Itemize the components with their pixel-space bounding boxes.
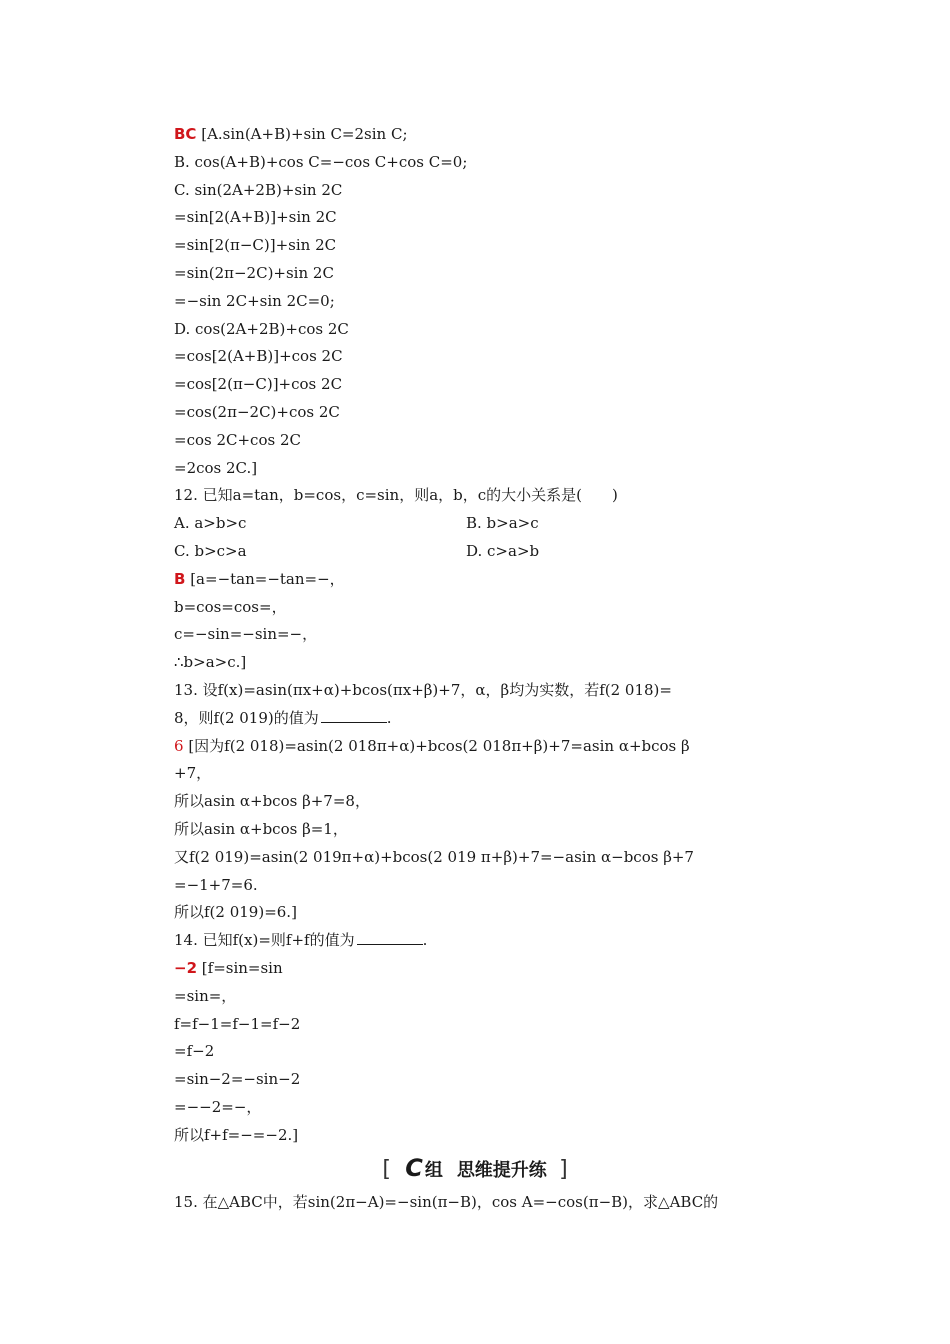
option-right: D. c>a>b	[466, 542, 540, 560]
line-text: b=cos=cos=，	[174, 597, 287, 616]
text-line	[174, 541, 540, 561]
line-text: =sin(2π−2C)+sin 2C	[174, 264, 334, 282]
text-line	[174, 986, 236, 1006]
line-text: [f=sin=sin	[197, 959, 283, 977]
text-line	[174, 736, 690, 756]
section-header	[0, 1154, 950, 1182]
line-text: [A.sin(A+B)+sin C=2sin C;	[196, 125, 408, 143]
line-text: =cos(2π−2C)+cos 2C	[174, 403, 340, 421]
answer-key: −2	[174, 959, 198, 977]
line-text: [a=−tan=−tan=−，	[185, 569, 345, 588]
answer-blank	[357, 930, 423, 945]
line-text: =−1+7=6.	[174, 875, 258, 894]
text-line	[174, 346, 343, 366]
line-text: =cos[2(A+B)]+cos 2C	[174, 347, 343, 366]
text-line	[174, 458, 257, 478]
line-text: =cos 2C+cos 2C	[174, 430, 301, 449]
line-text: [因为f(2 018)=asin(2 018π+α)+bcos(2 018π+β)+7=asin α+bcos β	[183, 736, 690, 755]
answer-key: 6	[174, 736, 184, 755]
text-line	[174, 319, 349, 339]
text-line	[174, 597, 287, 617]
text-line	[174, 819, 348, 839]
answer-key: B	[174, 569, 186, 588]
text-line	[174, 1097, 261, 1117]
line-text: =sin=，	[174, 986, 237, 1005]
line-text: 所以f+f=−=−2.]	[174, 1125, 299, 1144]
line-text: A. a>b>c	[174, 514, 247, 533]
option-right: B. b>a>c	[466, 514, 539, 533]
line-text: =sin[2(A+B)]+sin 2C	[174, 208, 337, 227]
text-line	[174, 485, 618, 505]
text-line	[174, 875, 258, 895]
section-label: 组	[424, 1160, 443, 1181]
line-text: =−sin 2C+sin 2C=0;	[174, 291, 335, 310]
text-line	[174, 1041, 214, 1061]
text-line	[174, 235, 336, 255]
text-line	[174, 402, 340, 422]
line-text: 又f(2 019)=asin(2 019π+α)+bcos(2 019 π+β)+7=−asin α−bcos β+7	[174, 847, 694, 866]
text-line	[174, 1125, 298, 1145]
text-line	[174, 652, 246, 672]
line-text: 12. 已知a=tan，b=cos，c=sin，则a，b，c的大小关系是( )	[174, 486, 618, 505]
line-text: D. cos(2A+2B)+cos 2C	[174, 319, 349, 338]
text-line	[174, 680, 672, 700]
line-text: 所以f(2 019)=6.]	[174, 903, 297, 922]
text-line	[174, 207, 337, 227]
line-text: 所以asin α+bcos β=1，	[174, 820, 348, 838]
section-title: 思维提升练	[456, 1160, 547, 1181]
line-text: C. sin(2A+2B)+sin 2C	[174, 180, 343, 199]
text-line	[174, 763, 211, 783]
text-line	[174, 430, 301, 450]
line-text: =cos[2(π−C)]+cos 2C	[174, 375, 343, 394]
text-line	[174, 930, 427, 950]
line-text: =−−2=−，	[174, 1098, 262, 1116]
line-text: 14. 已知f(x)=则f+f的值为	[174, 931, 355, 950]
line-text: ∴b>a>c.]	[174, 653, 247, 672]
line-text: =2cos 2C.]	[174, 458, 258, 477]
line-text: C. b>c>a	[174, 542, 247, 560]
section-bracket-close: ]	[559, 1157, 568, 1182]
text-line	[174, 513, 539, 533]
text-line	[174, 152, 467, 172]
line-text: f=f−1=f−1=f−2	[174, 1014, 301, 1033]
text-line	[174, 374, 342, 394]
line-text: 13. 设f(x)=asin(πx+α)+bcos(πx+β)+7，α，β均为实数，若f(2 018)=	[174, 681, 672, 699]
text-line	[174, 791, 370, 811]
section-bracket-open: [	[382, 1157, 391, 1182]
text-line	[174, 124, 408, 144]
text-line	[174, 624, 317, 644]
line-text: =sin[2(π−C)]+sin 2C	[174, 236, 337, 255]
text-line	[174, 902, 297, 922]
text-line	[174, 708, 392, 728]
line-text: 所以asin α+bcos β+7=8，	[174, 792, 370, 811]
line-text: +7，	[174, 764, 212, 783]
line-text: =f−2	[174, 1042, 215, 1061]
answer-blank	[321, 708, 387, 723]
line-text-end: .	[422, 931, 428, 950]
line-text: c=−sin=−sin=−，	[174, 625, 318, 644]
line-text-end: .	[386, 708, 392, 727]
text-line	[174, 180, 342, 200]
text-line	[174, 569, 345, 589]
text-line	[174, 1069, 300, 1089]
text-line	[174, 291, 335, 311]
line-text: =sin−2=−sin−2	[174, 1070, 301, 1089]
line-text: 8，则f(2 019)的值为	[174, 708, 319, 727]
text-line	[174, 1014, 300, 1034]
text-line	[174, 847, 694, 867]
question-15-line: 15. 在△ABC中，若sin(2π−A)=−sin(π−B)，cos A=−cos(π−B)，求△ABC的	[174, 1193, 719, 1211]
text-line	[174, 263, 334, 283]
answer-key: BC	[174, 125, 197, 143]
section-letter: C	[405, 1154, 423, 1182]
line-text: B. cos(A+B)+cos C=−cos C+cos C=0;	[174, 152, 468, 171]
text-line	[174, 958, 283, 978]
